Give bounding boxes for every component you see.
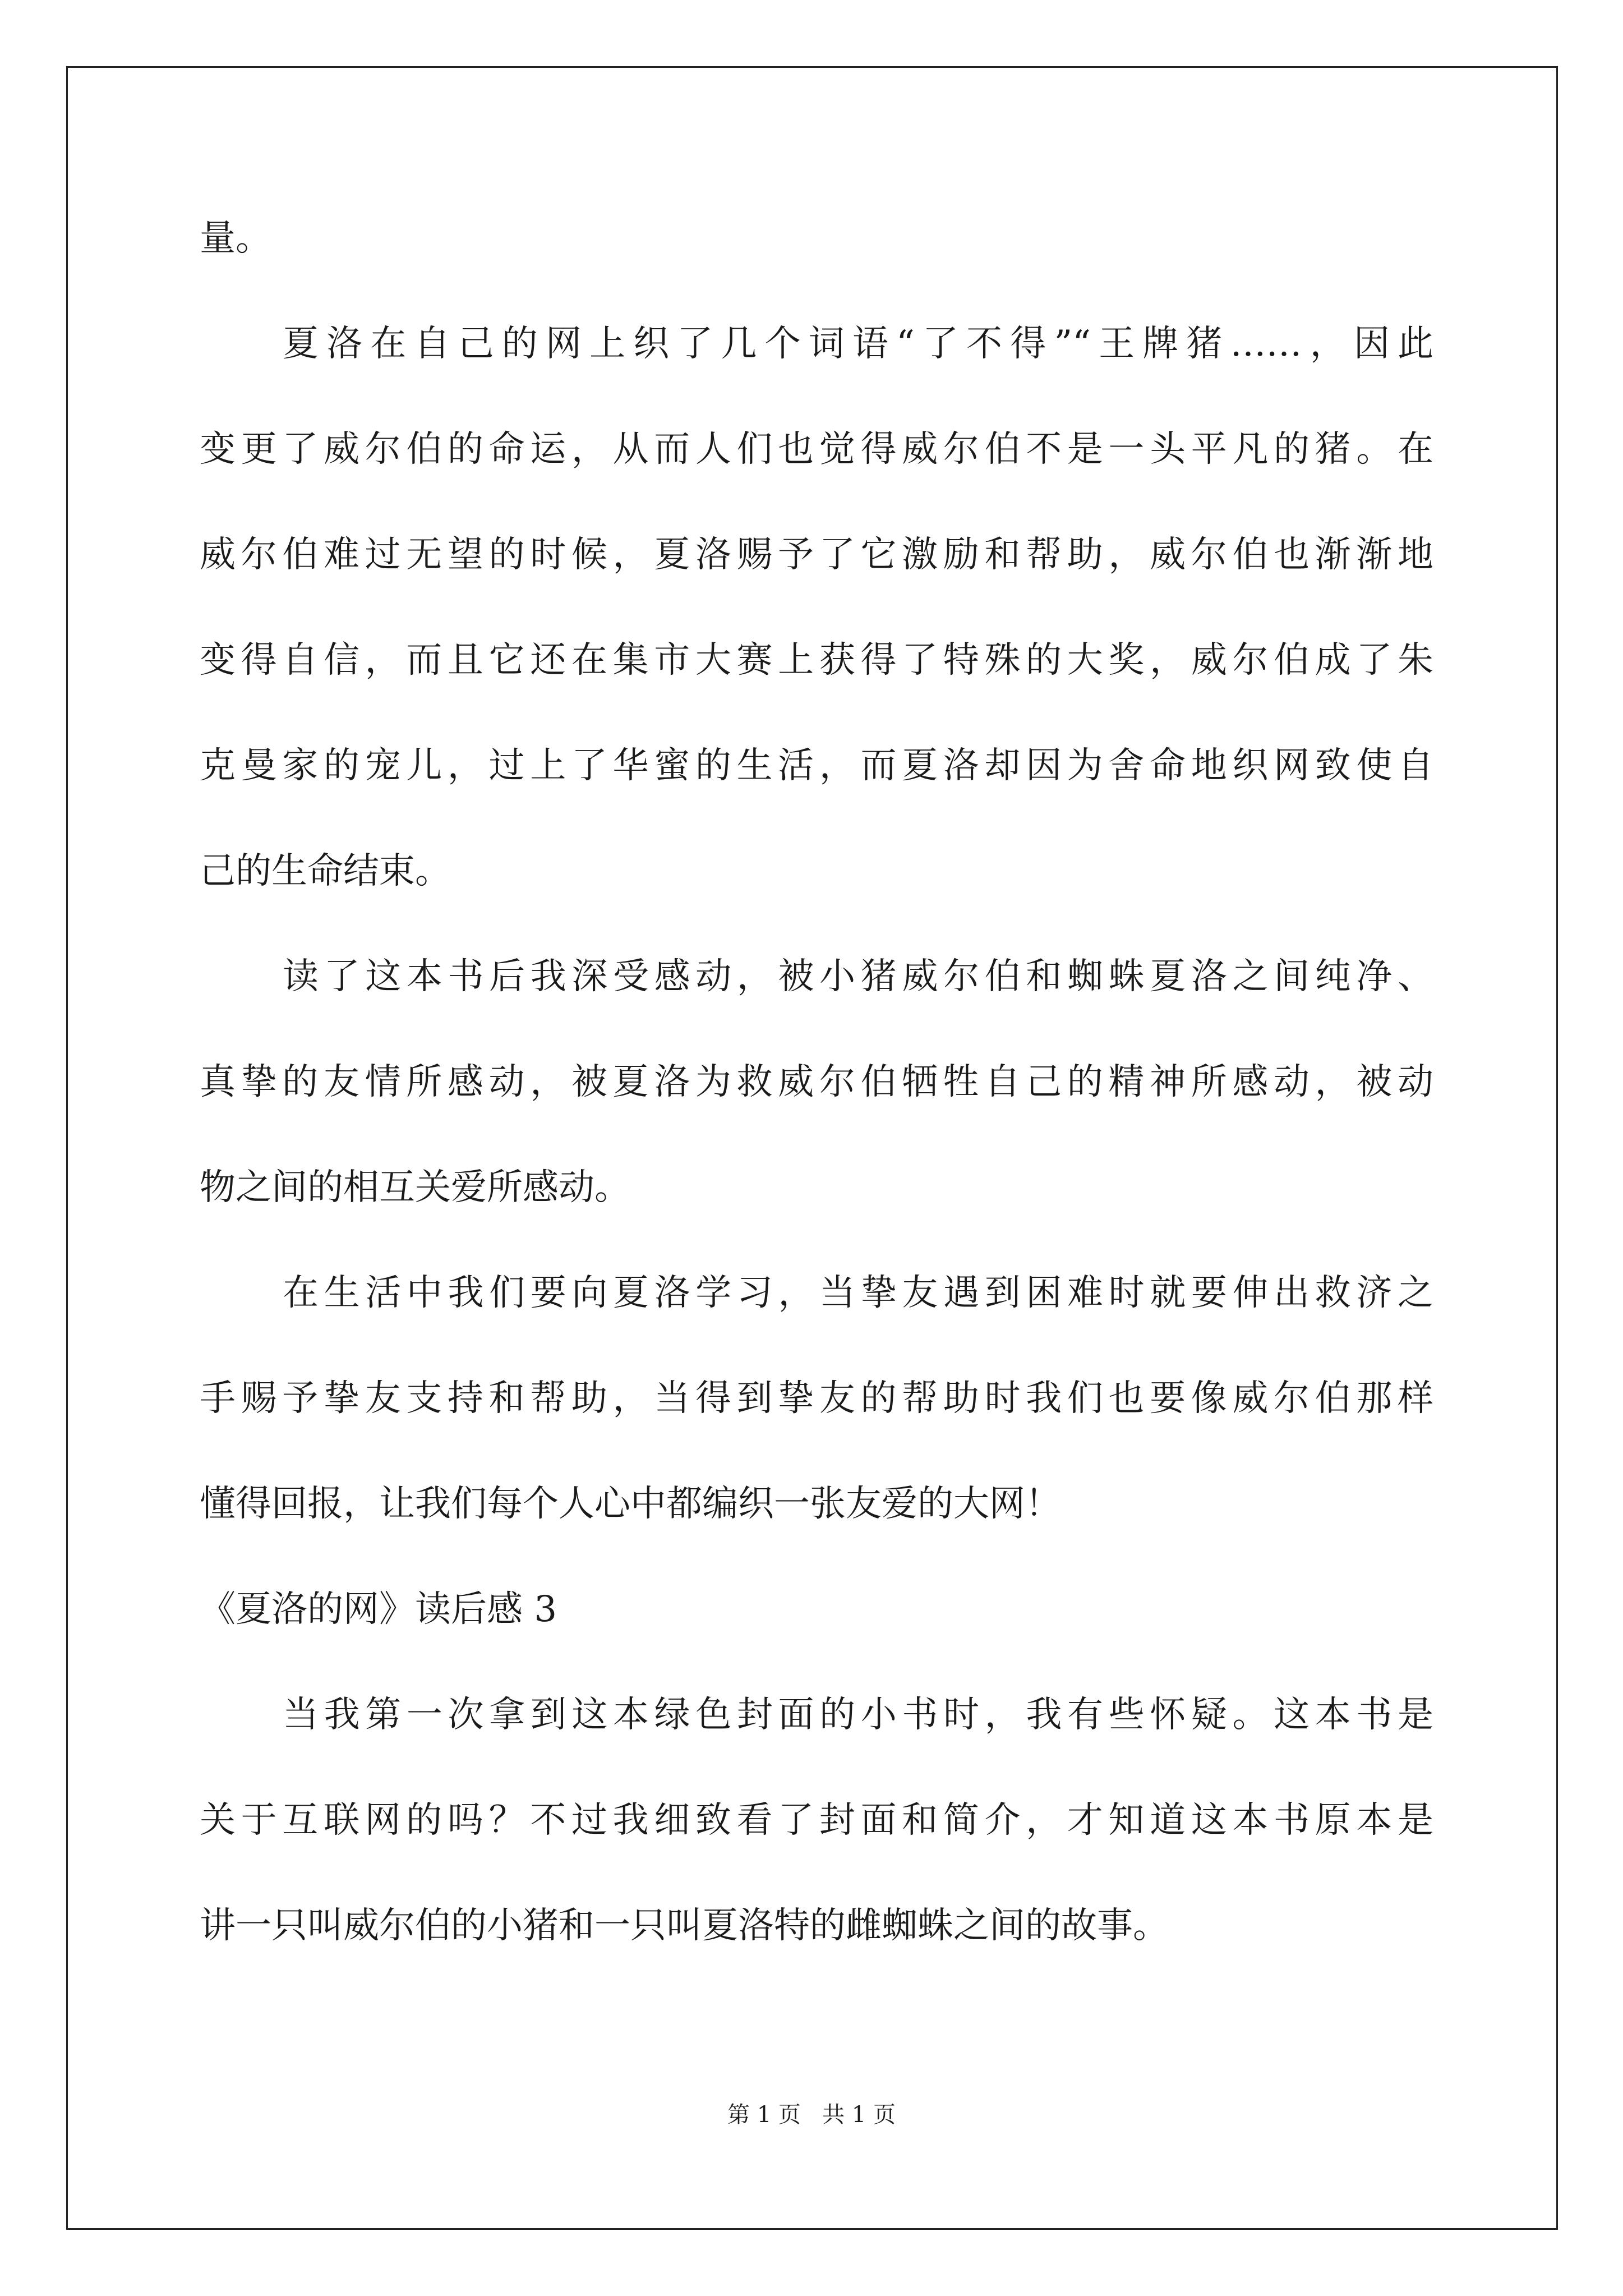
text-line: 夏洛在自己的网上织了几个词语“了不得”“王牌猪……，因此 [283,323,1433,365]
text-line: 手赐予挚友支持和帮助，当得到挚友的帮助时我们也要像威尔伯那样 [200,1378,1433,1419]
text-line: 当我第一次拿到这本绿色封面的小书时，我有些怀疑。这本书是 [283,1694,1433,1736]
text-line: 变得自信，而且它还在集市大赛上获得了特殊的大奖，威尔伯成了朱 [200,639,1433,681]
text-line: 量。 [200,218,271,259]
text-line: 变更了威尔伯的命运，从而人们也觉得威尔伯不是一头平凡的猪。在 [200,429,1433,470]
text-line: 读了这本书后我深受感动，被小猪威尔伯和蜘蛛夏洛之间纯净、 [283,956,1433,997]
text-line: 在生活中我们要向夏洛学习，当挚友遇到困难时就要伸出救济之 [283,1272,1433,1314]
section-heading: 《夏洛的网》读后感 3 [200,1589,557,1630]
text-line: 克曼家的宠儿，过上了华蜜的生活，而夏洛却因为舍命地织网致使自 [200,745,1433,786]
text-line: 威尔伯难过无望的时候，夏洛赐予了它激励和帮助，威尔伯也渐渐地 [200,534,1433,576]
text-line: 讲一只叫威尔伯的小猪和一只叫夏洛特的雌蜘蛛之间的故事。 [200,1905,1169,1947]
text-line: 物之间的相互关爱所感动。 [200,1167,630,1208]
page-footer: 第 1 页 共 1 页 [727,2102,896,2128]
text-line: 懂得回报，让我们每个人心中都编织一张友爱的大网！ [200,1483,1061,1525]
text-line: 关于互联网的吗？不过我细致看了封面和简介，才知道这本书原本是 [200,1800,1433,1841]
text-line: 己的生命结束。 [200,850,451,892]
text-line: 真挚的友情所感动，被夏洛为救威尔伯牺牲自己的精神所感动，被动 [200,1061,1433,1103]
